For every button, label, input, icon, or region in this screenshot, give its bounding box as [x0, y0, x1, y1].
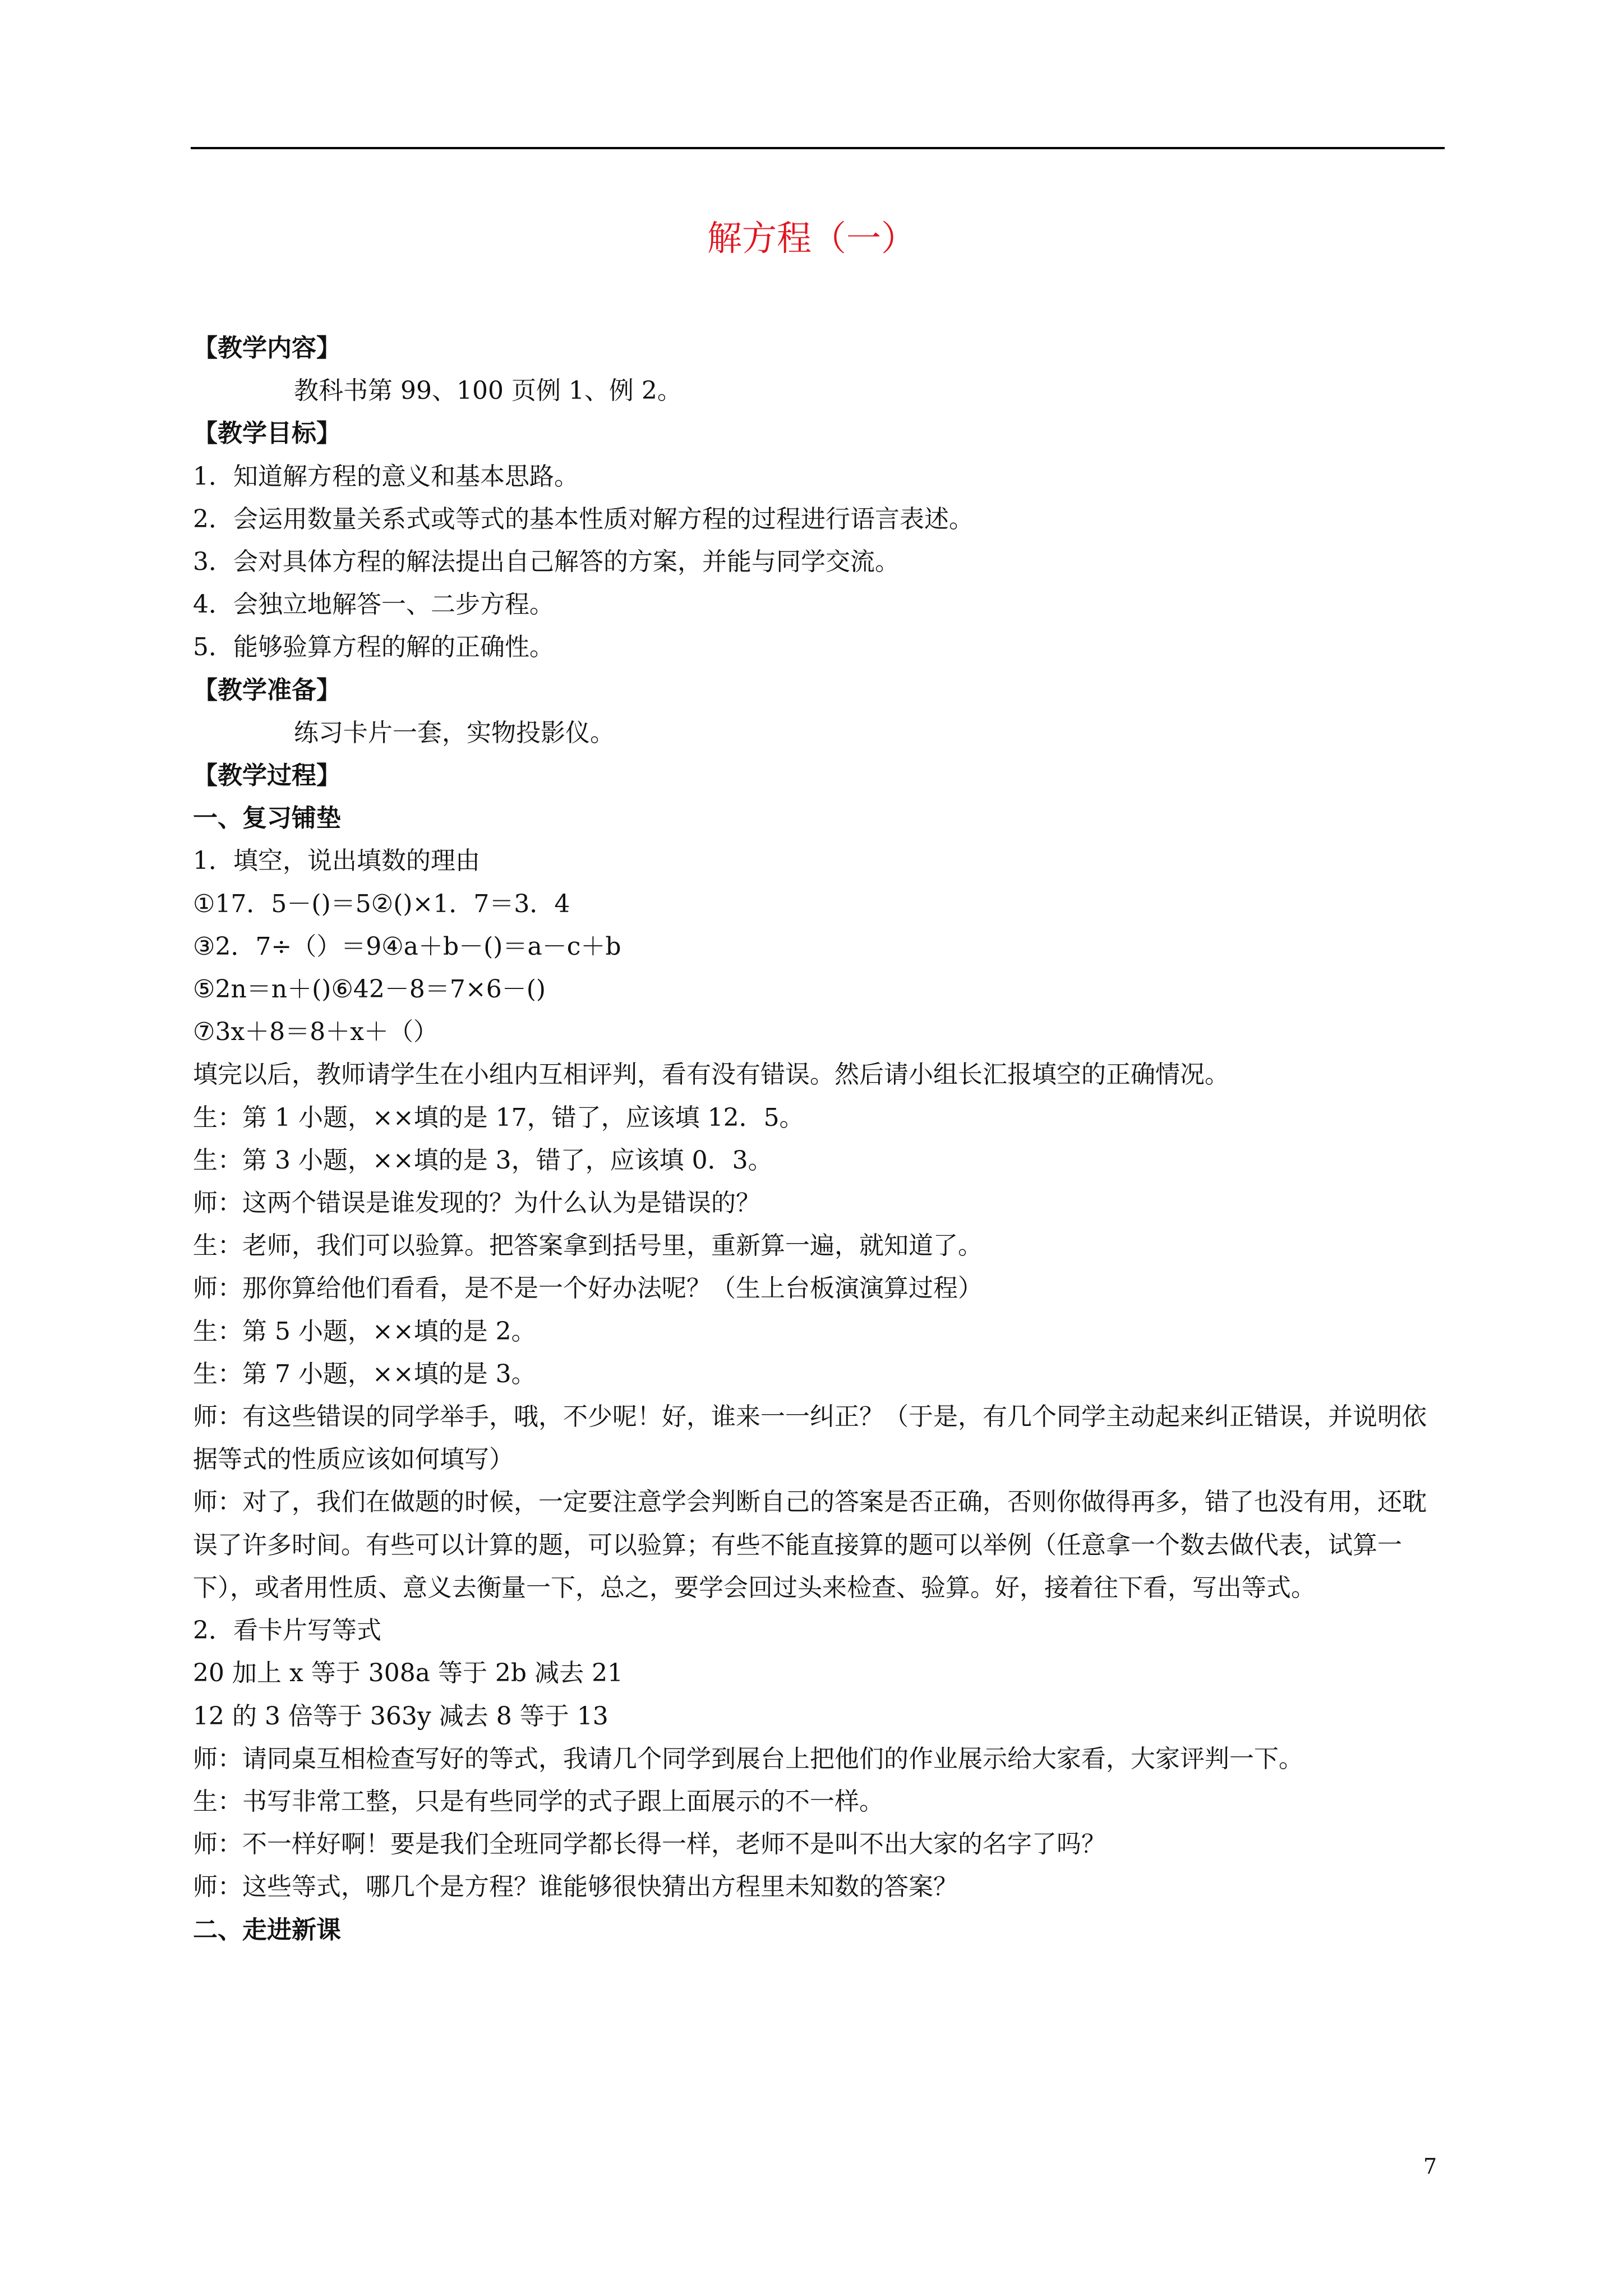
dialogue-paragraph: 填完以后，教师请学生在小组内互相评判，看有没有错误。然后请小组长汇报填空的正确情况。: [193, 1060, 1229, 1089]
equation-line-3: ⑤2n＝n＋()⑥42－8＝7×6－(): [193, 975, 546, 1004]
dialogue-paragraph: 生：第 5 小题，××填的是 2。: [193, 1317, 536, 1346]
equation-line-4: ⑦3x＋8＝8＋x＋（）: [193, 1018, 439, 1047]
dialogue-paragraph: 师：不一样好啊！要是我们全班同学都长得一样，老师不是叫不出大家的名字了吗？: [193, 1830, 1106, 1859]
goal-item-4: 4．会独立地解答一、二步方程。: [193, 590, 554, 619]
dialogue-paragraph: 师：这两个错误是谁发现的？为什么认为是错误的？: [193, 1189, 760, 1218]
dialogue-paragraph: 师：对了，我们在做题的时候，一定要注意学会判断自己的答案是否正确，否则你做得再多，错了也没有用，还耽误了许多时间。有些可以计算的题，可以验算；有些不能直接算的题可以举例（任意拿一个数去做代表，试算一下），或者用性质、意义去衡量一下，总之，要学会回过头来检查、验算。好，接着往下看，写出等式。: [193, 1488, 1427, 1602]
dialogue-paragraph: 生：第 3 小题，××填的是 3，错了，应该填 0．3。: [193, 1145, 773, 1175]
heading-teaching-process: 【教学过程】: [193, 761, 341, 790]
card-line-1: 20 加上 x 等于 308a 等于 2b 减去 21: [193, 1659, 624, 1688]
teaching-content-text: 教科书第 99、100 页例 1、例 2。: [294, 376, 682, 406]
heading-teaching-prep: 【教学准备】: [193, 675, 341, 705]
card-exercise-title: 2．看卡片写等式: [193, 1616, 381, 1645]
page-title: 解方程（一）: [707, 218, 916, 259]
dialogue-paragraph: 生：老师，我们可以验算。把答案拿到括号里，重新算一遍，就知道了。: [193, 1231, 983, 1260]
heading-teaching-goals: 【教学目标】: [193, 419, 341, 448]
section-review: 一、复习铺垫: [193, 804, 341, 833]
heading-teaching-content: 【教学内容】: [193, 334, 341, 362]
equation-line-2: ③2．7÷（）＝9④a＋b－()＝a－c＋b: [193, 932, 621, 961]
page-number: 7: [1423, 2154, 1437, 2179]
goal-item-1: 1．知道解方程的意义和基本思路。: [193, 462, 579, 491]
header-rule: [191, 147, 1445, 149]
dialogue-paragraph: 师：这些等式，哪几个是方程？谁能够很快猜出方程里未知数的答案？: [193, 1872, 958, 1902]
equation-line-1: ①17．5－()＝5②()×1．7＝3．4: [193, 889, 570, 918]
goal-item-5: 5．能够验算方程的解的正确性。: [193, 633, 554, 662]
dialogue-paragraph: 师：请同桌互相检查写好的等式，我请几个同学到展台上把他们的作业展示给大家看，大家评判一下。: [193, 1744, 1303, 1773]
teaching-prep-text: 练习卡片一套，实物投影仪。: [294, 718, 615, 747]
goal-item-2: 2．会运用数量关系式或等式的基本性质对解方程的过程进行语言表述。: [193, 504, 974, 533]
card-line-2: 12 的 3 倍等于 363y 减去 8 等于 13: [193, 1701, 608, 1731]
document-body: [193, 327, 1444, 1952]
dialogue-paragraph: 师：那你算给他们看看，是不是一个好办法呢？（生上台板演演算过程）: [193, 1274, 983, 1303]
dialogue-paragraph: 生：第 7 小题，××填的是 3。: [193, 1359, 536, 1388]
fill-blank-title: 1．填空，说出填数的理由: [193, 846, 480, 876]
dialogue-paragraph: 生：第 1 小题，××填的是 17，错了，应该填 12．5。: [193, 1103, 804, 1132]
goal-item-3: 3．会对具体方程的解法提出自己解答的方案，并能与同学交流。: [193, 547, 900, 577]
section-new-lesson: 二、走进新课: [193, 1915, 341, 1944]
dialogue-paragraph: 生：书写非常工整，只是有些同学的式子跟上面展示的不一样。: [193, 1787, 884, 1816]
dialogue-paragraph: 师：有这些错误的同学举手，哦，不少呢！好，谁来一一纠正？（于是，有几个同学主动起来纠正错误，并说明依据等式的性质应该如何填写）: [193, 1402, 1427, 1474]
